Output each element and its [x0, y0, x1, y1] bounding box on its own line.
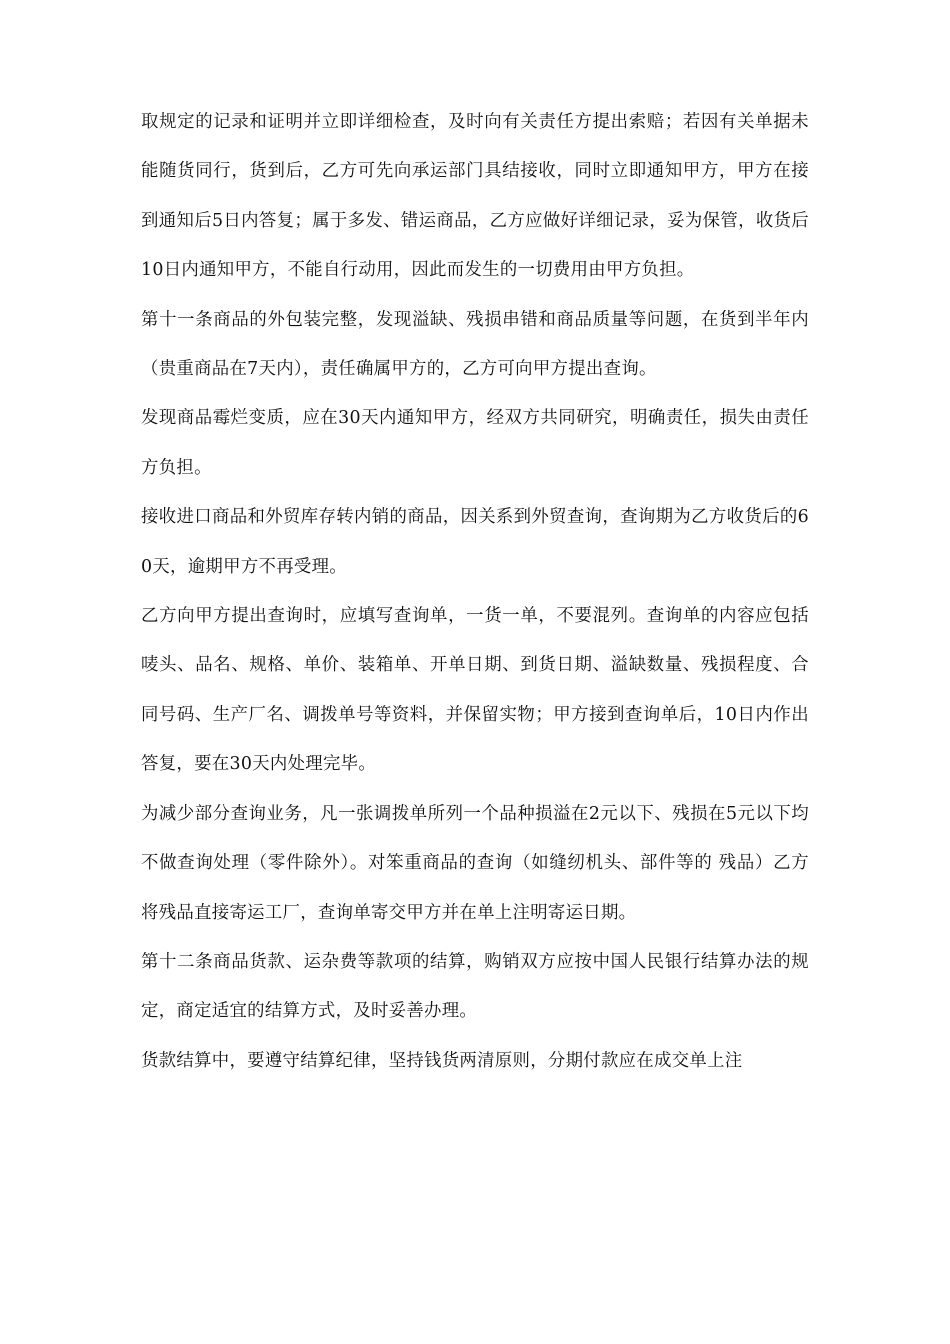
paragraph-spoilage: 发现商品霉烂变质，应在30天内通知甲方，经双方共同研究，明确责任，损失由责任方负担。 — [141, 408, 809, 478]
paragraph-settlement-discipline: 货款结算中，要遵守结算纪律，坚持钱货两清原则，分期付款应在成交单上注 — [141, 1050, 743, 1071]
document-body — [141, 98, 809, 1086]
paragraph-inquiry-exemption: 为减少部分查询业务，凡一张调拨单所列一个品种损溢在2元以下、残损在5元以下均不做查询处理（零件除外）。对笨重商品的查询（如缝纫机头、部件等的 残品）乙方将残品直接寄运工厂，查询单寄交甲方并在单上注明寄运日期。 — [141, 803, 809, 923]
paragraph-claims-procedure: 取规定的记录和证明并立即详细检查，及时向有关责任方提出索赔；若因有关单据未能随货同行，货到后，乙方可先向承运部门具结接收，同时立即通知甲方，甲方在接到通知后5日内答复；属于多发、错运商品，乙方应做好详细记录，妥为保管，收货后10日内通知甲方，不能自行动用，因此而发生的一切费用由甲方负担。 — [141, 112, 809, 281]
paragraph-import-goods: 接收进口商品和外贸库存转内销的商品，因关系到外贸查询，查询期为乙方收货后的60天，逾期甲方不再受理。 — [141, 507, 809, 577]
paragraph-article-11: 第十一条商品的外包装完整，发现溢缺、残损串错和商品质量等问题，在货到半年内（贵重商品在7天内），责任确属甲方的，乙方可向甲方提出查询。 — [141, 309, 809, 380]
paragraph-article-12: 第十二条商品货款、运杂费等款项的结算，购销双方应按中国人民银行结算办法的规定，商定适宜的结算方式，及时妥善办理。 — [141, 951, 809, 1022]
paragraph-inquiry-form: 乙方向甲方提出查询时，应填写查询单，一货一单，不要混列。查询单的内容应包括唛头、品名、规格、单价、装箱单、开单日期、到货日期、溢缺数量、残损程度、合同号码、生产厂名、调拨单号等资料，并保留实物；甲方接到查询单后，10日内作出答复，要在30天内处理完毕。 — [141, 606, 809, 775]
